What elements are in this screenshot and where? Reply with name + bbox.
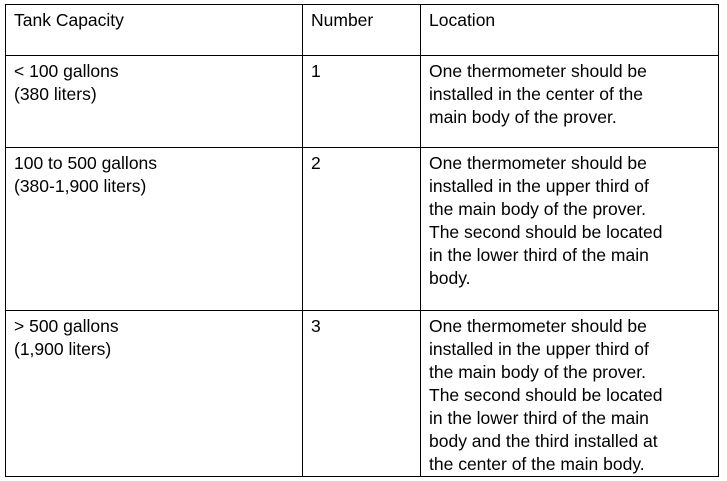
- thermometer-requirements-table: [5, 4, 719, 477]
- cell-number: 3: [303, 311, 421, 477]
- table-row: [6, 56, 719, 148]
- cell-tank-capacity: < 100 gallons (380 liters): [6, 56, 303, 148]
- cell-tank-capacity: > 500 gallons (1,900 liters): [6, 311, 303, 477]
- cell-tank-capacity: 100 to 500 gallons (380-1,900 liters): [6, 148, 303, 311]
- cell-number: 1: [303, 56, 421, 148]
- cell-location: One thermometer should be installed in the upper third of the main body of the prover. The second should be located in the lower third of the main body.: [421, 148, 719, 311]
- header-location: Location: [421, 5, 719, 56]
- cell-number: 2: [303, 148, 421, 311]
- header-number: Number: [303, 5, 421, 56]
- table-header-row: [6, 5, 719, 56]
- cell-location: One thermometer should be installed in the center of the main body of the prover.: [421, 56, 719, 148]
- header-tank-capacity: Tank Capacity: [6, 5, 303, 56]
- table-row: [6, 148, 719, 311]
- cell-location: One thermometer should be installed in the upper third of the main body of the prover. The second should be located in the lower third of the main body and the third installed at the center of the main body.: [421, 311, 719, 477]
- table-row: [6, 311, 719, 477]
